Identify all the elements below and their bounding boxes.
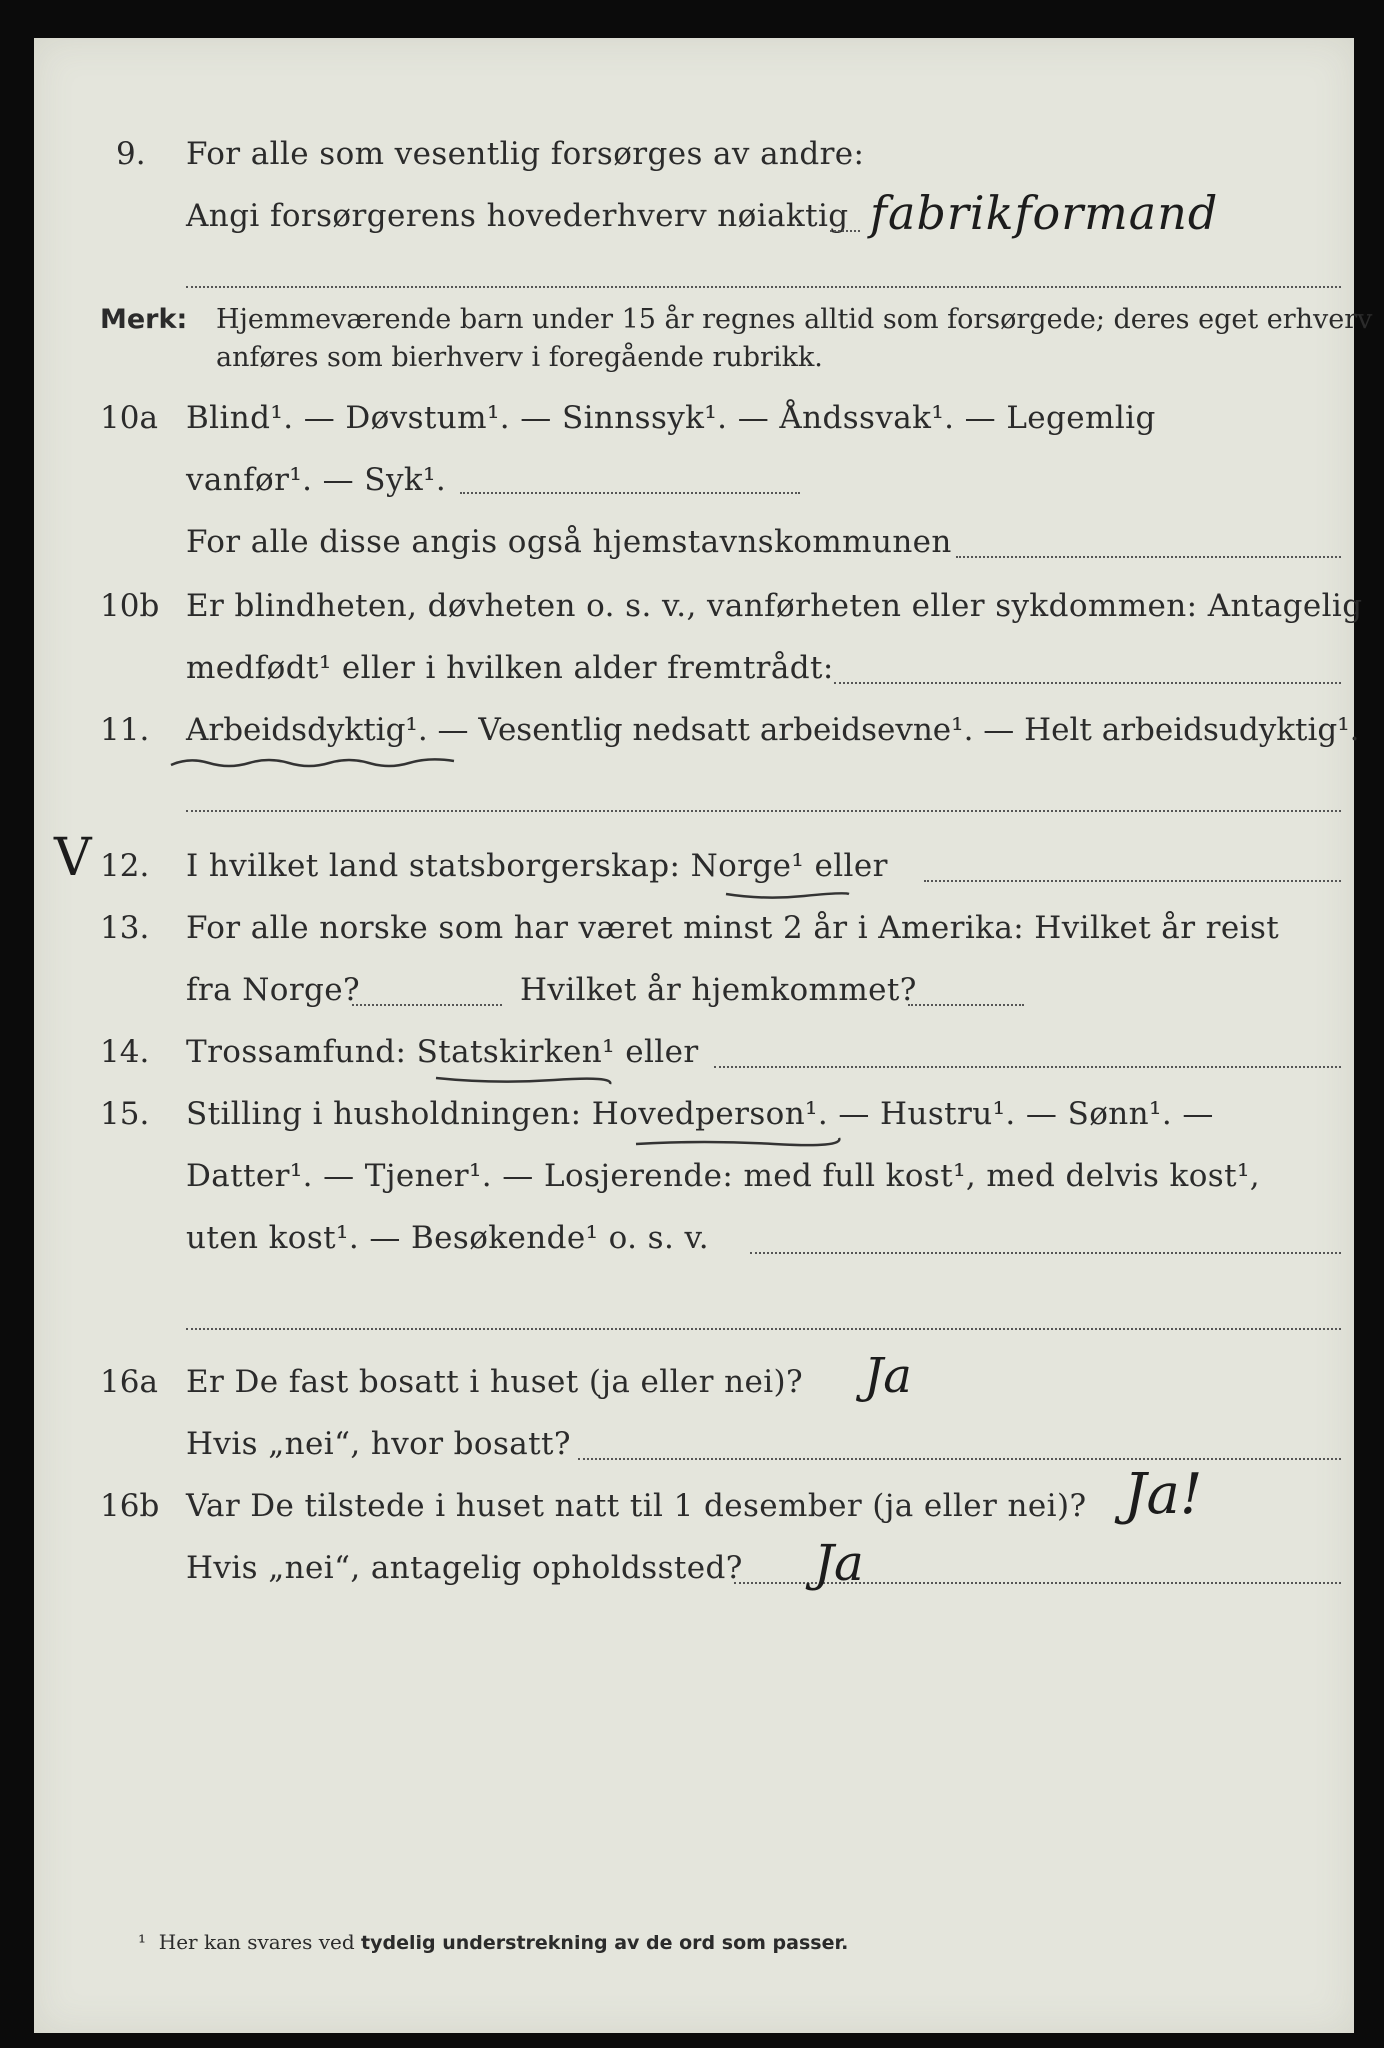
q13-line2a: fra Norge?	[186, 972, 361, 1008]
q10b-number: 10b	[100, 588, 160, 624]
q12-handwritten-underline	[724, 888, 854, 904]
q9-handwritten-answer: fabrikformand	[870, 186, 1219, 240]
q15-blank	[750, 1252, 1341, 1254]
q10a-line2-blank	[460, 492, 800, 494]
q10a-number: 10a	[100, 400, 158, 436]
q10b-line1: Er blindheten, døvheten o. s. v., vanførheten eller sykdommen: Antagelig	[186, 588, 1363, 624]
merk-line2: anføres som bierhverv i foregående rubrikk.	[216, 342, 823, 373]
q10b-line2-blank	[834, 682, 1341, 684]
q11-handwritten-underline	[169, 753, 459, 773]
q16a-line1: Er De fast bosatt i huset (ja eller nei)?	[186, 1364, 804, 1400]
q10a-line2: vanfør¹. — Syk¹.	[186, 462, 447, 498]
q9-line1: For alle som vesentlig forsørges av andre:	[186, 136, 865, 172]
q13-number: 13.	[100, 910, 150, 946]
q13-reist-blank	[352, 1004, 502, 1006]
q16a-line2: Hvis „nei“, hvor bosatt?	[186, 1426, 571, 1462]
q14-number: 14.	[100, 1034, 150, 1070]
q10a-line3-blank	[956, 556, 1341, 558]
q15-line2: Datter¹. — Tjener¹. — Losjerende: med full kost¹, med delvis kost¹,	[186, 1158, 1261, 1194]
q13-line1: For alle norske som har været minst 2 år i Amerika: Hvilket år reist	[186, 910, 1280, 946]
footnote	[138, 1930, 848, 1954]
q15-handwritten-underline	[634, 1136, 844, 1154]
q11-extra-line	[186, 810, 1341, 812]
q16b-line2: Hvis „nei“, antagelig opholdssted?	[186, 1550, 743, 1586]
q11-number: 11.	[100, 712, 150, 748]
footnote-text-plain: Her kan svares ved	[158, 1930, 355, 1954]
margin-check-mark: V	[54, 828, 92, 888]
q16a-number: 16a	[100, 1364, 158, 1400]
merk-label: Merk:	[100, 304, 188, 335]
q16b-number: 16b	[100, 1488, 160, 1524]
q16a-blank	[578, 1458, 1341, 1460]
q12-blank	[924, 880, 1341, 882]
q15-line1: Stilling i husholdningen: Hovedperson¹. — Hustru¹. — Sønn¹. —	[186, 1096, 1214, 1132]
q10a-line3: For alle disse angis også hjemstavnskommunen	[186, 524, 952, 560]
q13-hjemkommet-blank	[908, 1004, 1024, 1006]
q15-line3: uten kost¹. — Besøkende¹ o. s. v.	[186, 1220, 709, 1256]
q9-number: 9.	[116, 136, 146, 172]
q16b-handwritten-answer: Ja!	[1124, 1462, 1203, 1527]
footnote-text-bold: tydelig understrekning av de ord som passer.	[361, 1932, 849, 1954]
q16b-handwritten-answer2: Ja	[814, 1534, 864, 1592]
q13-line2b: Hvilket år hjemkommet?	[520, 972, 917, 1008]
q12-number: 12.	[100, 848, 150, 884]
q15-number: 15.	[100, 1096, 150, 1132]
census-form-page	[34, 38, 1373, 2033]
q10a-line1: Blind¹. — Døvstum¹. — Sinnssyk¹. — Åndssvak¹. — Legemlig	[186, 400, 1156, 436]
q15-extra-line	[186, 1328, 1341, 1330]
q14-handwritten-underline	[434, 1074, 614, 1090]
q10b-line2: medfødt¹ eller i hvilken alder fremtrådt:	[186, 650, 834, 686]
q9-extra-line	[186, 286, 1341, 288]
q12-line1: I hvilket land statsborgerskap: Norge¹ eller	[186, 848, 888, 884]
q11-line1: Arbeidsdyktig¹. — Vesentlig nedsatt arbeidsevne¹. — Helt arbeidsudyktig¹.	[186, 712, 1360, 748]
q16b-line1: Var De tilstede i huset natt til 1 desember (ja eller nei)?	[186, 1488, 1087, 1524]
q9-answer-line	[830, 230, 860, 232]
footnote-mark: ¹	[138, 1930, 147, 1954]
q9-line2: Angi forsørgerens hovederhverv nøiaktig	[186, 198, 849, 234]
q14-blank	[714, 1066, 1341, 1068]
q14-line1: Trossamfund: Statskirken¹ eller	[186, 1034, 699, 1070]
merk-line1: Hjemmeværende barn under 15 år regnes alltid som forsørgede; deres eget erhverv	[216, 304, 1373, 335]
q16a-handwritten-answer: Ja	[864, 1348, 912, 1404]
